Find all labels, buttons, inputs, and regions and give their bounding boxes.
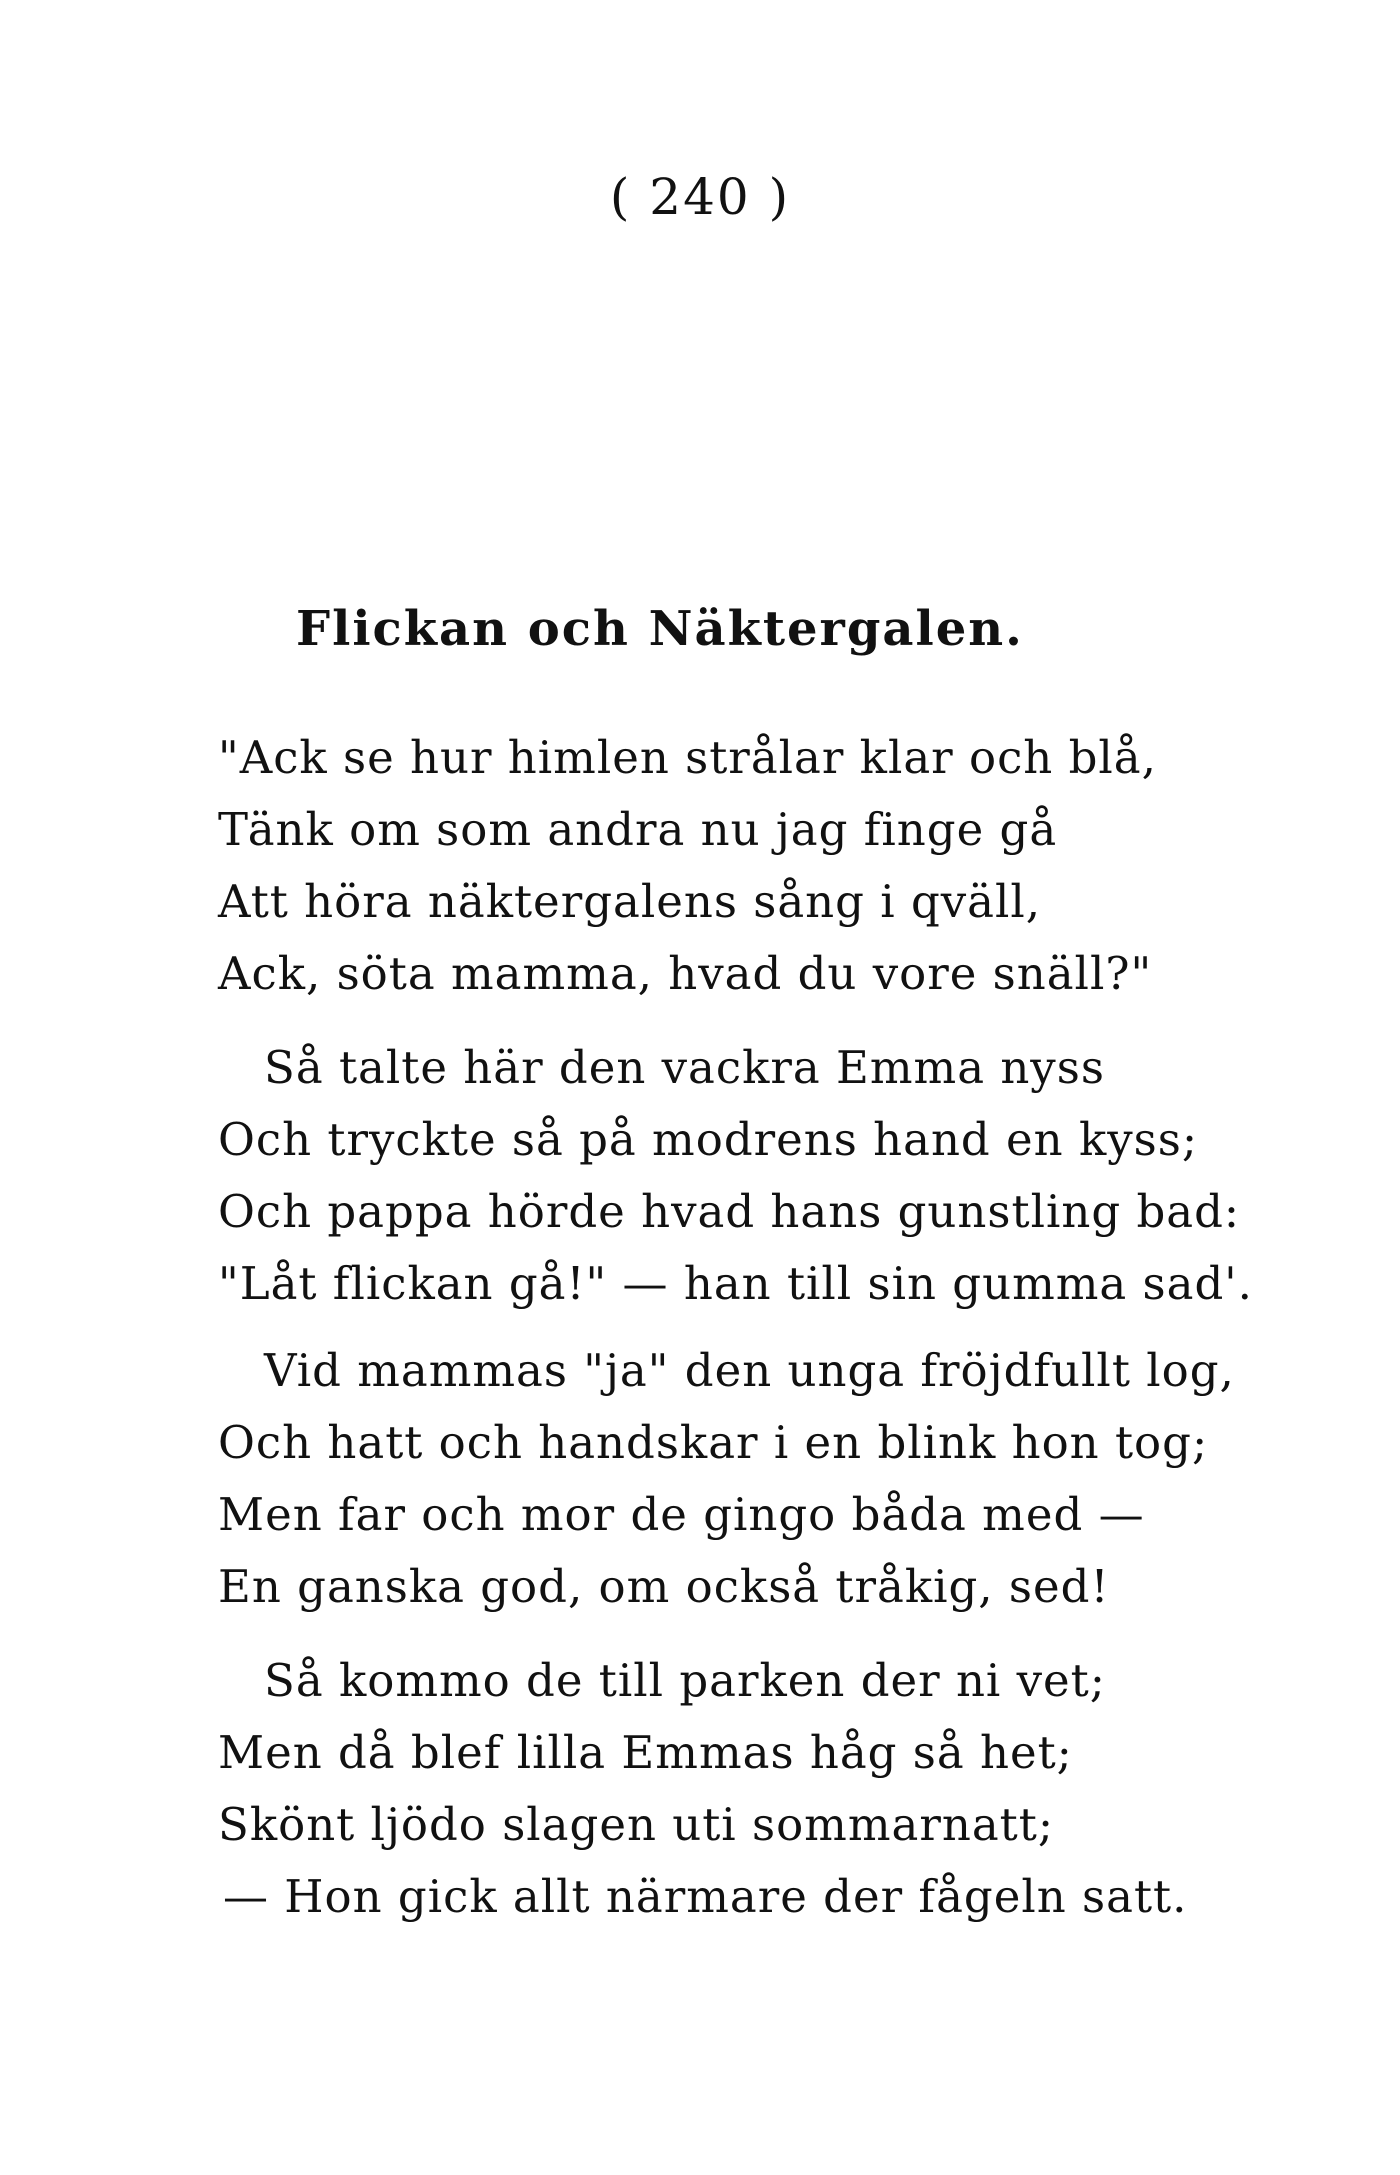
poem-line: En ganska god, om också tråkig, sed!: [218, 1560, 1110, 1613]
poem-line: Så kommo de till parken der ni vet;: [264, 1654, 1106, 1707]
poem-line: Och pappa hörde hvad hans gunstling bad:: [218, 1185, 1241, 1238]
poem-line: Skönt ljödo slagen uti sommarnatt;: [218, 1798, 1055, 1851]
poem-line: Men då blef lilla Emmas håg så het;: [218, 1726, 1073, 1779]
stanza-4: [218, 1645, 1218, 1933]
poem-line: Tänk om som andra nu jag finge gå: [218, 803, 1058, 856]
poem-line: Och tryckte så på modrens hand en kyss;: [218, 1113, 1199, 1166]
poem-line: Vid mammas "ja" den unga fröjdfullt log,: [264, 1344, 1235, 1397]
stanza-1: [218, 722, 1218, 1010]
poem-line: Och hatt och handskar i en blink hon tog;: [218, 1416, 1209, 1469]
poem-title: Flickan och Näktergalen.: [296, 601, 1024, 657]
poem-line: Så talte här den vackra Emma nyss: [264, 1041, 1105, 1094]
poem-line: "Låt flickan gå!" — han till sin gumma sad'.: [218, 1257, 1253, 1310]
stanza-2: [218, 1032, 1253, 1320]
poem-line: Men far och mor de gingo båda med —: [218, 1488, 1145, 1541]
poem-line: — Hon gick allt närmare der fågeln satt.: [223, 1870, 1188, 1923]
poem-line: "Ack se hur himlen strålar klar och blå,: [218, 731, 1157, 784]
poem-line: Att höra näktergalens sång i qväll,: [218, 875, 1042, 928]
page-number: ( 240 ): [609, 168, 791, 226]
stanza-3: [218, 1335, 1235, 1623]
poem-line: Ack, söta mamma, hvad du vore snäll?": [218, 947, 1153, 1000]
